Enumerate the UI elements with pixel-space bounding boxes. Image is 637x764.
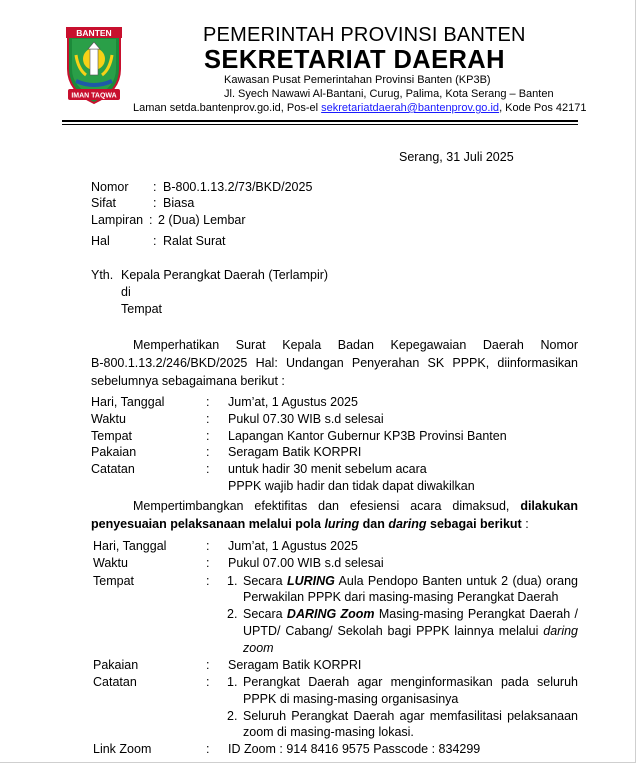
detail1-colon: : bbox=[206, 395, 210, 409]
meta-value-sifat: Biasa bbox=[163, 196, 195, 210]
detail1-value-waktu: Pukul 07.30 WIB s.d selesai bbox=[228, 412, 384, 426]
detail2-colon: : bbox=[206, 742, 210, 756]
logo-motto-text: IMAN TAQWA bbox=[71, 92, 117, 100]
detail1-colon: : bbox=[206, 412, 210, 426]
p2-part-a: penyesuaian pelaksanaan melalui pola bbox=[91, 517, 325, 531]
paragraph-1-line-2: B-800.1.13.2/246/BKD/2025 Hal: Undangan Penyerahan SK PPPK, diinformasikan bbox=[91, 356, 578, 370]
detail1-value-hari: Jum’at, 1 Agustus 2025 bbox=[228, 395, 358, 409]
detail2-label-zoom: Link Zoom bbox=[93, 742, 152, 756]
header-contact bbox=[133, 102, 587, 114]
meta-colon: : bbox=[153, 234, 157, 248]
catatan-item-2-number: 2. bbox=[227, 709, 238, 723]
tempat-1-luring: LURING bbox=[286, 574, 335, 588]
tempat-item-2-line-1 bbox=[243, 607, 578, 621]
meta-label-nomor: Nomor bbox=[91, 180, 129, 194]
meta-value-lampiran: 2 (Dua) Lembar bbox=[158, 213, 246, 227]
logo-banner-text: BANTEN bbox=[76, 28, 112, 38]
paragraph-2-line-2 bbox=[91, 517, 529, 531]
recipient-name: Kepala Perangkat Daerah (Terlampir) bbox=[121, 268, 329, 282]
tempat-item-1-line-2: Perwakilan PPPK dari masing-masing Perangkat Daerah bbox=[243, 590, 559, 604]
detail2-label-pakaian: Pakaian bbox=[93, 658, 139, 672]
tempat-item-2-line-2 bbox=[243, 624, 578, 638]
p2-luring: luring bbox=[324, 517, 360, 531]
meta-colon: : bbox=[149, 213, 153, 227]
meta-colon: : bbox=[153, 196, 157, 210]
header-rule-thin bbox=[62, 124, 578, 125]
detail1-value-catatan-2: PPPK wajib hadir dan tidak dapat diwakilkan bbox=[228, 479, 475, 493]
detail1-colon: : bbox=[206, 462, 210, 476]
p2-part-c: dan bbox=[359, 517, 389, 531]
detail1-label-tempat: Tempat bbox=[91, 429, 132, 443]
tempat-item-2-line-3: zoom bbox=[243, 641, 274, 655]
meta-label-sifat: Sifat bbox=[91, 196, 117, 210]
paragraph-2-bold: dilakukan bbox=[520, 499, 578, 513]
contact-suffix: , Kode Pos 42171 bbox=[499, 102, 587, 114]
recipient-place: Tempat bbox=[121, 302, 162, 316]
email-link[interactable]: sekretariatdaerah@bantenprov.go.id bbox=[321, 102, 500, 114]
tempat-2-c: Masing-masing Perangkat Daerah / bbox=[374, 607, 578, 621]
catatan-item-1-number: 1. bbox=[227, 675, 238, 689]
detail1-colon: : bbox=[206, 429, 210, 443]
banten-emblem-logo bbox=[62, 25, 126, 107]
tempat-1-c: Aula Pendopo Banten untuk 2 (dua) orang bbox=[334, 574, 578, 588]
p2-daring: daring bbox=[388, 517, 427, 531]
detail1-value-pakaian: Seragam Batik KORPRI bbox=[228, 445, 362, 459]
meta-label-lampiran: Lampiran bbox=[91, 213, 144, 227]
header-rule-thick bbox=[62, 120, 578, 122]
detail2-value-pakaian: Seragam Batik KORPRI bbox=[228, 658, 362, 672]
detail2-colon: : bbox=[206, 574, 210, 588]
detail1-value-catatan: untuk hadir 30 menit sebelum acara bbox=[228, 462, 427, 476]
header-address-2: Jl. Syech Nawawi Al-Bantani, Curug, Palima, Kota Serang – Banten bbox=[224, 88, 554, 100]
detail1-colon: : bbox=[206, 445, 210, 459]
meta-label-hal: Hal bbox=[91, 234, 110, 248]
tempat-item-1-line-1 bbox=[243, 574, 578, 588]
paragraph-1-line-1: Memperhatikan Surat Kepala Badan Kepegawaian Daerah Nomor bbox=[133, 338, 578, 352]
detail2-colon: : bbox=[206, 658, 210, 672]
detail2-colon: : bbox=[206, 675, 210, 689]
tempat-2-line2-a: UPTD/ Cabang/ Sekolah bagi PPPK lainnya melalui bbox=[243, 624, 544, 638]
recipient-di: di bbox=[121, 285, 131, 299]
detail1-label-catatan: Catatan bbox=[91, 462, 135, 476]
p2-colon: : bbox=[521, 517, 529, 531]
catatan-item-1-line-1: Perangkat Daerah agar menginformasikan pada seluruh bbox=[243, 675, 578, 689]
contact-prefix: Laman setda.bantenprov.go.id, Pos-el bbox=[133, 102, 322, 114]
header-office: SEKRETARIAT DAERAH bbox=[204, 46, 505, 74]
detail2-colon: : bbox=[206, 539, 210, 553]
paragraph-1-line-3: sebelumnya sebagaimana berikut : bbox=[91, 374, 285, 388]
tempat-2-line2-daring: daring bbox=[543, 624, 578, 638]
tempat-2-a: Secara bbox=[243, 607, 287, 621]
p2-part-e: sebagai berikut bbox=[426, 517, 522, 531]
detail2-value-waktu: Pukul 07.00 WIB s.d selesai bbox=[228, 556, 384, 570]
detail1-value-tempat: Lapangan Kantor Gubernur KP3B Provinsi Banten bbox=[228, 429, 507, 443]
tempat-item-1-number: 1. bbox=[227, 574, 238, 588]
catatan-item-2-line-2: zoom di masing-masing lokasi. bbox=[243, 725, 414, 739]
detail1-label-pakaian: Pakaian bbox=[91, 445, 137, 459]
meta-value-hal: Ralat Surat bbox=[163, 234, 226, 248]
recipient-prefix: Yth. bbox=[91, 268, 114, 282]
detail2-value-hari: Jum’at, 1 Agustus 2025 bbox=[228, 539, 358, 553]
detail2-label-hari: Hari, Tanggal bbox=[93, 539, 167, 553]
detail1-label-waktu: Waktu bbox=[91, 412, 126, 426]
letter-date: Serang, 31 Juli 2025 bbox=[399, 150, 514, 164]
detail1-label-hari: Hari, Tanggal bbox=[91, 395, 165, 409]
detail2-label-catatan: Catatan bbox=[93, 675, 137, 689]
catatan-item-1-line-2: PPPK di masing-masing organisasinya bbox=[243, 692, 459, 706]
meta-value-nomor: B-800.1.13.2/73/BKD/2025 bbox=[163, 180, 313, 194]
detail2-value-zoom: ID Zoom : 914 8416 9575 Passcode : 834299 bbox=[228, 742, 481, 756]
tempat-1-a: Secara bbox=[243, 574, 287, 588]
detail2-label-waktu: Waktu bbox=[93, 556, 128, 570]
meta-colon: : bbox=[153, 180, 157, 194]
detail2-label-tempat: Tempat bbox=[93, 574, 134, 588]
catatan-item-2-line-1: Seluruh Perangkat Daerah agar memfasilitasi pelaksanaan bbox=[243, 709, 578, 723]
paragraph-2-normal: Mempertimbangkan efektifitas dan efesiensi acara dimaksud, bbox=[133, 499, 510, 513]
header-government: PEMERINTAH PROVINSI BANTEN bbox=[203, 24, 526, 46]
tempat-2-daring: DARING Zoom bbox=[286, 607, 375, 621]
paragraph-2-line-1 bbox=[133, 499, 578, 513]
detail2-colon: : bbox=[206, 556, 210, 570]
header-address-1: Kawasan Pusat Pemerintahan Provinsi Banten (KP3B) bbox=[224, 74, 491, 86]
tempat-item-2-number: 2. bbox=[227, 607, 238, 621]
